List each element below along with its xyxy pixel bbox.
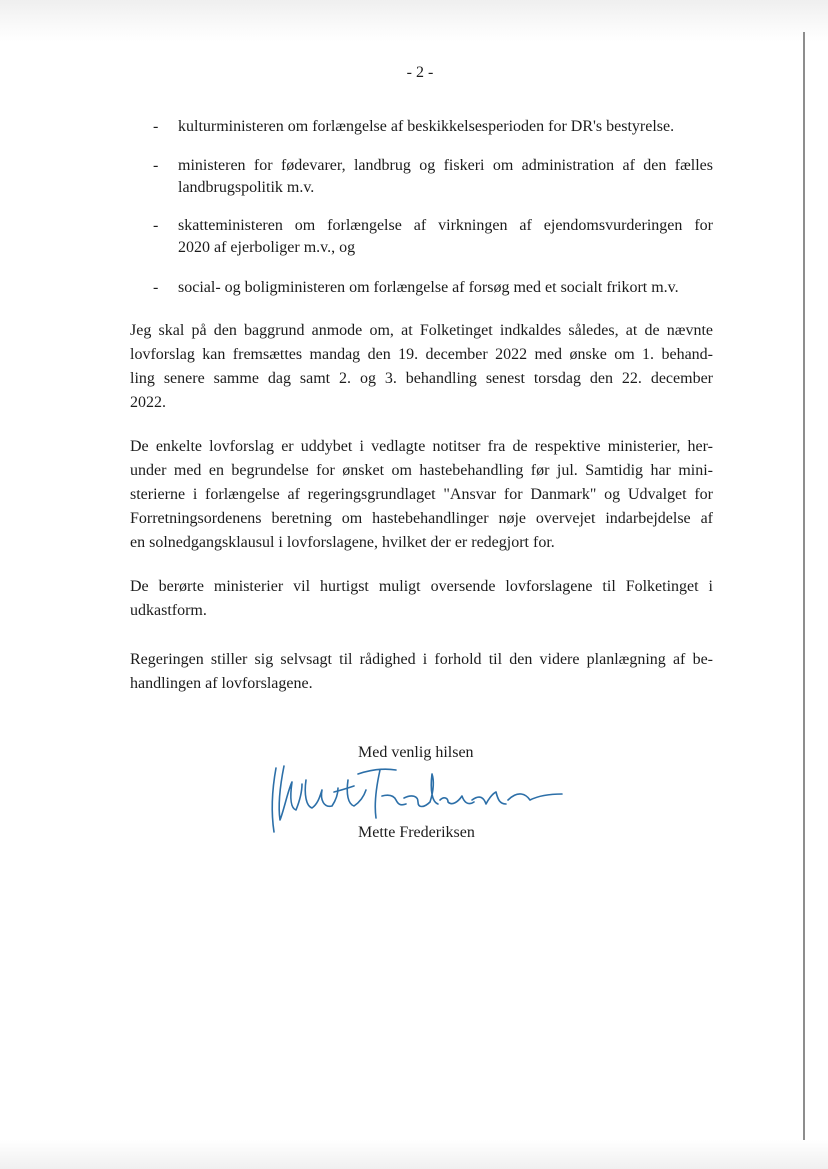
paragraph-line: sterierne i forlængelse af regeringsgrundlaget "Ansvar for Danmark" og Udvalget for xyxy=(130,486,713,503)
paragraph-line: Jeg skal på den baggrund anmode om, at Folketinget indkaldes således, at de nævnte xyxy=(130,322,713,339)
scan-edge-bottom xyxy=(0,1140,828,1169)
scan-edge-top xyxy=(0,0,828,42)
bullet-line: social- og boligministeren om forlængelse af forsøg med et socialt frikort m.v. xyxy=(178,279,679,296)
paragraph-line: lovforslag kan fremsættes mandag den 19. december 2022 med ønske om 1. behand- xyxy=(130,346,713,363)
bullet-marker: - xyxy=(153,279,159,296)
paragraph-line: handlingen af lovforslagene. xyxy=(130,675,313,692)
bullet-line: skatteministeren om forlængelse af virkningen af ejendomsvurderingen for xyxy=(178,217,713,234)
bullet-line: landbrugspolitik m.v. xyxy=(178,179,315,196)
paragraph-line: Forretningsordenens beretning om hastebehandlinger nøje overvejet indarbejdelse af xyxy=(130,510,713,527)
closing-greeting: Med venlig hilsen xyxy=(358,744,474,761)
paragraph-line: 2022. xyxy=(130,394,166,411)
paragraph-line: Regeringen stiller sig selvsagt til rådighed i forhold til den videre planlægning af be- xyxy=(130,651,713,668)
page-number: - 2 - xyxy=(406,64,434,81)
bullet-marker: - xyxy=(153,217,159,234)
paragraph-line: De berørte ministerier vil hurtigst muligt oversende lovforslagene til Folketinget i xyxy=(130,578,713,595)
bullet-marker: - xyxy=(153,157,159,174)
bullet-line: ministeren for fødevarer, landbrug og fiskeri om administration af den fælles xyxy=(178,157,713,174)
paragraph-line: udkastform. xyxy=(130,602,207,619)
scan-edge-right xyxy=(803,32,805,1140)
paragraph-line: en solnedgangsklausul i lovforslagene, hvilket der er redegjort for. xyxy=(130,534,555,551)
paragraph-line: De enkelte lovforslag er uddybet i vedlagte notitser fra de respektive ministerier, her- xyxy=(130,438,713,455)
bullet-marker: - xyxy=(153,118,159,135)
bullet-line: kulturministeren om forlængelse af beskikkelsesperioden for DR's bestyrelse. xyxy=(178,118,675,135)
paragraph-line: under med en begrundelse for ønsket om hastebehandling før jul. Samtidig har mini- xyxy=(130,462,713,479)
bullet-line: 2020 af ejerboliger m.v., og xyxy=(178,239,356,256)
paragraph-line: ling senere samme dag samt 2. og 3. behandling senest torsdag den 22. december xyxy=(130,370,713,387)
signatory-name: Mette Frederiksen xyxy=(358,824,475,841)
